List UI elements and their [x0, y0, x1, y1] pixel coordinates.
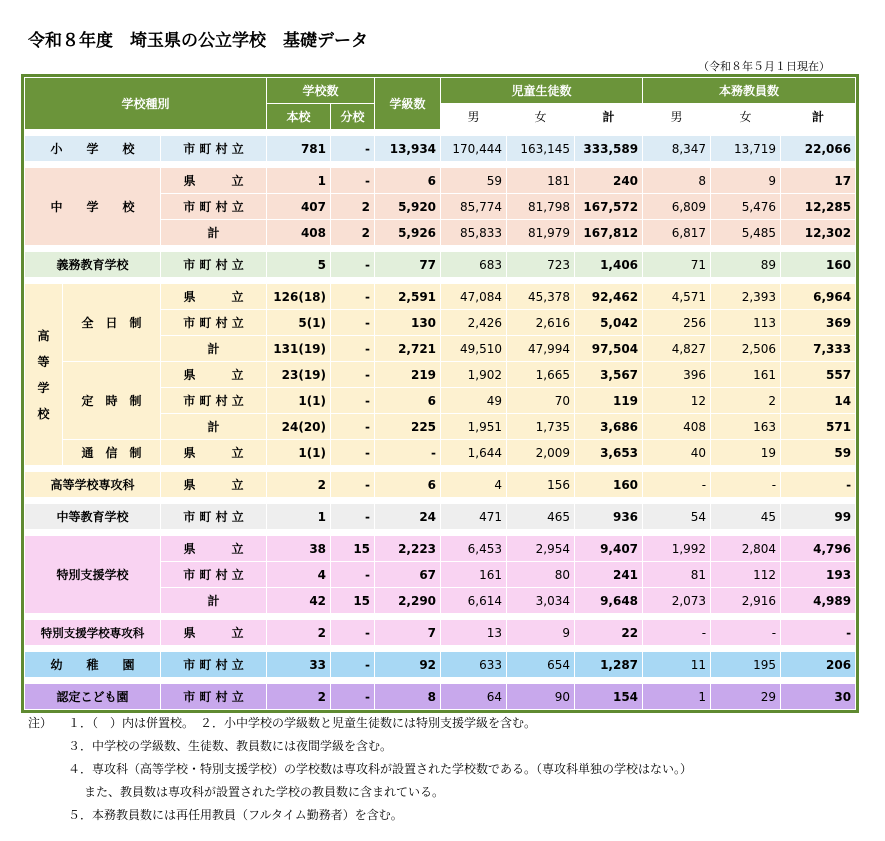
- cell-students-female: 2,616: [507, 310, 575, 336]
- label-special-support: 特別支援学校: [25, 536, 161, 614]
- cell-branch-schools: -: [331, 652, 375, 678]
- label-total: 計: [161, 220, 267, 246]
- label-municipal: 市 町 村 立: [161, 194, 267, 220]
- cell-teachers-male: 11: [643, 652, 711, 678]
- header-school-type: 学校種別: [25, 78, 267, 130]
- cell-students-male: 2,426: [441, 310, 507, 336]
- cell-students-female: 163,145: [507, 136, 575, 162]
- cell-students-total: 119: [575, 388, 643, 414]
- cell-students-female: 3,034: [507, 588, 575, 614]
- cell-branch-schools: -: [331, 388, 375, 414]
- cell-classes: 92: [375, 652, 441, 678]
- cell-students-male: 1,902: [441, 362, 507, 388]
- cell-students-total: 154: [575, 684, 643, 710]
- table-row: [25, 284, 856, 310]
- cell-teachers-female: 195: [711, 652, 781, 678]
- cell-teachers-total: 6,964: [781, 284, 856, 310]
- cell-teachers-female: 163: [711, 414, 781, 440]
- cell-main-schools: 1: [267, 168, 331, 194]
- cell-teachers-total: 7,333: [781, 336, 856, 362]
- cell-teachers-female: -: [711, 620, 781, 646]
- cell-students-female: 156: [507, 472, 575, 498]
- cell-teachers-female: 2: [711, 388, 781, 414]
- cell-students-male: 6,614: [441, 588, 507, 614]
- cell-main-schools: 2: [267, 472, 331, 498]
- cell-students-male: 49,510: [441, 336, 507, 362]
- note-3: ４．専攻科（高等学校・特別支援学校）の学校数は専攻科が設置された学校数である。（専攻科単独の学校はない。）: [68, 762, 693, 776]
- cell-main-schools: 1: [267, 504, 331, 530]
- cell-main-schools: 42: [267, 588, 331, 614]
- cell-teachers-total: 30: [781, 684, 856, 710]
- cell-teachers-female: 5,485: [711, 220, 781, 246]
- table-row: [25, 504, 856, 530]
- cell-classes: 130: [375, 310, 441, 336]
- cell-branch-schools: -: [331, 252, 375, 278]
- table-row: [25, 136, 856, 162]
- cell-students-male: 170,444: [441, 136, 507, 162]
- label-full-time: 全 日 制: [63, 284, 161, 362]
- label-prefectural: 県 立: [161, 284, 267, 310]
- cell-students-male: 4: [441, 472, 507, 498]
- cell-main-schools: 2: [267, 684, 331, 710]
- label-total: 計: [161, 336, 267, 362]
- table-row: [25, 684, 856, 710]
- cell-classes: 8: [375, 684, 441, 710]
- cell-teachers-female: 45: [711, 504, 781, 530]
- cell-teachers-female: 112: [711, 562, 781, 588]
- label-municipal: 市 町 村 立: [161, 388, 267, 414]
- cell-branch-schools: -: [331, 362, 375, 388]
- cell-teachers-female: 2,804: [711, 536, 781, 562]
- cell-students-female: 1,735: [507, 414, 575, 440]
- cell-teachers-male: 8,347: [643, 136, 711, 162]
- label-municipal: 市 町 村 立: [161, 652, 267, 678]
- cell-students-male: 471: [441, 504, 507, 530]
- header-main: 本校: [267, 104, 331, 130]
- cell-teachers-total: 369: [781, 310, 856, 336]
- cell-students-female: 47,994: [507, 336, 575, 362]
- cell-main-schools: 781: [267, 136, 331, 162]
- cell-teachers-female: 2,506: [711, 336, 781, 362]
- page-title: 令和８年度 埼玉県の公立学校 基礎データ: [28, 31, 368, 51]
- label-prefectural: 県 立: [161, 472, 267, 498]
- label-junior-high: 中 学 校: [25, 168, 161, 246]
- label-prefectural: 県 立: [161, 362, 267, 388]
- cell-teachers-female: 13,719: [711, 136, 781, 162]
- label-prefectural: 県 立: [161, 168, 267, 194]
- cell-teachers-male: 1,992: [643, 536, 711, 562]
- label-high-school: [25, 284, 63, 466]
- label-secondary: 中等教育学校: [25, 504, 161, 530]
- cell-teachers-female: 29: [711, 684, 781, 710]
- cell-classes: 13,934: [375, 136, 441, 162]
- label-part-time: 定 時 制: [63, 362, 161, 440]
- table-row: [25, 472, 856, 498]
- cell-classes: 2,721: [375, 336, 441, 362]
- cell-branch-schools: 15: [331, 588, 375, 614]
- label-prefectural: 県 立: [161, 620, 267, 646]
- cell-students-female: 80: [507, 562, 575, 588]
- cell-students-total: 9,648: [575, 588, 643, 614]
- table-row: [25, 440, 856, 466]
- cell-students-total: 92,462: [575, 284, 643, 310]
- label-total: 計: [161, 414, 267, 440]
- cell-students-total: 333,589: [575, 136, 643, 162]
- cell-students-male: 161: [441, 562, 507, 588]
- as-of-date: （令和８年５月１日現在）: [698, 60, 830, 73]
- label-total: 計: [161, 588, 267, 614]
- cell-students-male: 633: [441, 652, 507, 678]
- cell-teachers-total: 99: [781, 504, 856, 530]
- school-data-table: [24, 77, 856, 710]
- cell-students-total: 936: [575, 504, 643, 530]
- cell-classes: 225: [375, 414, 441, 440]
- cell-students-female: 654: [507, 652, 575, 678]
- cell-teachers-total: -: [781, 472, 856, 498]
- cell-students-female: 70: [507, 388, 575, 414]
- cell-students-male: 85,774: [441, 194, 507, 220]
- cell-teachers-male: -: [643, 620, 711, 646]
- cell-classes: 6: [375, 168, 441, 194]
- cell-classes: 2,290: [375, 588, 441, 614]
- cell-teachers-total: 571: [781, 414, 856, 440]
- cell-students-female: 1,665: [507, 362, 575, 388]
- label-certified-center: 認定こども園: [25, 684, 161, 710]
- cell-students-total: 3,653: [575, 440, 643, 466]
- cell-classes: 2,223: [375, 536, 441, 562]
- cell-students-male: 47,084: [441, 284, 507, 310]
- label-correspondence: 通 信 制: [63, 440, 161, 466]
- cell-main-schools: 38: [267, 536, 331, 562]
- cell-students-male: 59: [441, 168, 507, 194]
- header-classes: 学級数: [375, 78, 441, 130]
- cell-teachers-total: 557: [781, 362, 856, 388]
- note-2: ３．中学校の学級数、生徒数、教員数には夜間学級を含む。: [68, 739, 393, 753]
- header-schools: 学校数: [267, 78, 375, 104]
- header-students-total: 計: [575, 104, 643, 130]
- cell-branch-schools: -: [331, 136, 375, 162]
- label-special-support-advanced: 特別支援学校専攻科: [25, 620, 161, 646]
- cell-classes: 67: [375, 562, 441, 588]
- cell-teachers-male: 6,809: [643, 194, 711, 220]
- cell-classes: 6: [375, 472, 441, 498]
- cell-classes: 7: [375, 620, 441, 646]
- cell-main-schools: 33: [267, 652, 331, 678]
- header-teachers-total: 計: [781, 104, 856, 130]
- header-students: 児童生徒数: [441, 78, 643, 104]
- cell-teachers-total: 193: [781, 562, 856, 588]
- label-municipal: 市 町 村 立: [161, 562, 267, 588]
- cell-teachers-total: 4,989: [781, 588, 856, 614]
- cell-teachers-male: 54: [643, 504, 711, 530]
- cell-classes: -: [375, 440, 441, 466]
- cell-students-total: 240: [575, 168, 643, 194]
- cell-students-total: 5,042: [575, 310, 643, 336]
- cell-teachers-total: 4,796: [781, 536, 856, 562]
- table-row: [25, 536, 856, 562]
- cell-teachers-total: 12,302: [781, 220, 856, 246]
- cell-teachers-female: 113: [711, 310, 781, 336]
- label-kindergarten: 幼 稚 園: [25, 652, 161, 678]
- cell-students-female: 9: [507, 620, 575, 646]
- cell-branch-schools: -: [331, 284, 375, 310]
- cell-teachers-female: 2,393: [711, 284, 781, 310]
- label-elementary: 小 学 校: [25, 136, 161, 162]
- cell-teachers-male: 2,073: [643, 588, 711, 614]
- cell-students-female: 45,378: [507, 284, 575, 310]
- cell-students-male: 6,453: [441, 536, 507, 562]
- cell-classes: 6: [375, 388, 441, 414]
- cell-teachers-female: 161: [711, 362, 781, 388]
- cell-teachers-total: 12,285: [781, 194, 856, 220]
- label-municipal: 市 町 村 立: [161, 136, 267, 162]
- label-municipal: 市 町 村 立: [161, 310, 267, 336]
- cell-classes: 5,920: [375, 194, 441, 220]
- cell-teachers-male: 81: [643, 562, 711, 588]
- cell-teachers-male: 6,817: [643, 220, 711, 246]
- cell-main-schools: 407: [267, 194, 331, 220]
- cell-teachers-male: 71: [643, 252, 711, 278]
- cell-students-total: 3,686: [575, 414, 643, 440]
- table-row: [25, 652, 856, 678]
- cell-main-schools: 4: [267, 562, 331, 588]
- cell-teachers-male: 396: [643, 362, 711, 388]
- header-teachers: 本務教員数: [643, 78, 856, 104]
- table-row: [25, 620, 856, 646]
- cell-teachers-total: 206: [781, 652, 856, 678]
- cell-teachers-total: -: [781, 620, 856, 646]
- cell-classes: 24: [375, 504, 441, 530]
- note-1: １．（ ）内は併置校。 ２．小中学校の学級数と児童生徒数には特別支援学級を含む。: [68, 716, 537, 730]
- cell-branch-schools: -: [331, 440, 375, 466]
- cell-students-male: 49: [441, 388, 507, 414]
- cell-students-total: 241: [575, 562, 643, 588]
- cell-branch-schools: -: [331, 310, 375, 336]
- cell-teachers-total: 14: [781, 388, 856, 414]
- note-4: また、教員数は専攻科が設置された学校の教員数に含まれている。: [84, 785, 445, 799]
- cell-classes: 77: [375, 252, 441, 278]
- cell-branch-schools: -: [331, 336, 375, 362]
- cell-students-male: 13: [441, 620, 507, 646]
- cell-main-schools: 1(1): [267, 388, 331, 414]
- cell-main-schools: 24(20): [267, 414, 331, 440]
- cell-students-female: 2,954: [507, 536, 575, 562]
- cell-teachers-female: -: [711, 472, 781, 498]
- cell-students-female: 181: [507, 168, 575, 194]
- cell-teachers-male: 12: [643, 388, 711, 414]
- header-branch: 分校: [331, 104, 375, 130]
- header-teachers-male: 男: [643, 104, 711, 130]
- note-5: ５．本務教員数には再任用教員（フルタイム勤務者）を含む。: [68, 808, 403, 822]
- cell-branch-schools: -: [331, 620, 375, 646]
- cell-main-schools: 408: [267, 220, 331, 246]
- cell-branch-schools: -: [331, 504, 375, 530]
- cell-branch-schools: -: [331, 562, 375, 588]
- cell-students-male: 1,644: [441, 440, 507, 466]
- cell-teachers-male: 408: [643, 414, 711, 440]
- cell-teachers-male: -: [643, 472, 711, 498]
- label-prefectural: 県 立: [161, 440, 267, 466]
- cell-students-total: 3,567: [575, 362, 643, 388]
- cell-students-total: 160: [575, 472, 643, 498]
- cell-teachers-female: 19: [711, 440, 781, 466]
- cell-teachers-male: 8: [643, 168, 711, 194]
- header-students-male: 男: [441, 104, 507, 130]
- cell-students-total: 1,287: [575, 652, 643, 678]
- cell-students-male: 64: [441, 684, 507, 710]
- label-municipal: 市 町 村 立: [161, 252, 267, 278]
- cell-students-total: 9,407: [575, 536, 643, 562]
- cell-teachers-total: 22,066: [781, 136, 856, 162]
- header-students-female: 女: [507, 104, 575, 130]
- cell-students-total: 167,572: [575, 194, 643, 220]
- cell-classes: 2,591: [375, 284, 441, 310]
- cell-branch-schools: -: [331, 472, 375, 498]
- cell-main-schools: 126(18): [267, 284, 331, 310]
- label-municipal: 市 町 村 立: [161, 684, 267, 710]
- cell-teachers-female: 89: [711, 252, 781, 278]
- cell-teachers-male: 1: [643, 684, 711, 710]
- cell-teachers-total: 17: [781, 168, 856, 194]
- cell-branch-schools: -: [331, 684, 375, 710]
- cell-teachers-male: 4,571: [643, 284, 711, 310]
- cell-students-male: 85,833: [441, 220, 507, 246]
- cell-classes: 5,926: [375, 220, 441, 246]
- label-high-school-advanced: 高等学校専攻科: [25, 472, 161, 498]
- cell-main-schools: 131(19): [267, 336, 331, 362]
- label-municipal: 市 町 村 立: [161, 504, 267, 530]
- cell-branch-schools: 2: [331, 194, 375, 220]
- table-row: [25, 252, 856, 278]
- notes-heading: 注）: [28, 716, 53, 730]
- cell-teachers-female: 9: [711, 168, 781, 194]
- cell-students-female: 723: [507, 252, 575, 278]
- cell-students-male: 1,951: [441, 414, 507, 440]
- label-compulsory: 義務教育学校: [25, 252, 161, 278]
- cell-students-total: 167,812: [575, 220, 643, 246]
- cell-branch-schools: -: [331, 168, 375, 194]
- table-row: [25, 168, 856, 194]
- cell-students-female: 465: [507, 504, 575, 530]
- cell-branch-schools: -: [331, 414, 375, 440]
- cell-students-total: 97,504: [575, 336, 643, 362]
- cell-main-schools: 2: [267, 620, 331, 646]
- cell-main-schools: 23(19): [267, 362, 331, 388]
- cell-students-female: 90: [507, 684, 575, 710]
- cell-branch-schools: 15: [331, 536, 375, 562]
- table-row: [25, 362, 856, 388]
- cell-teachers-total: 59: [781, 440, 856, 466]
- cell-teachers-total: 160: [781, 252, 856, 278]
- cell-classes: 219: [375, 362, 441, 388]
- cell-teachers-female: 5,476: [711, 194, 781, 220]
- cell-main-schools: 5: [267, 252, 331, 278]
- cell-students-female: 81,798: [507, 194, 575, 220]
- cell-teachers-male: 40: [643, 440, 711, 466]
- cell-students-male: 683: [441, 252, 507, 278]
- header-teachers-female: 女: [711, 104, 781, 130]
- cell-teachers-male: 4,827: [643, 336, 711, 362]
- cell-main-schools: 1(1): [267, 440, 331, 466]
- cell-main-schools: 5(1): [267, 310, 331, 336]
- cell-students-total: 22: [575, 620, 643, 646]
- cell-teachers-male: 256: [643, 310, 711, 336]
- cell-students-female: 2,009: [507, 440, 575, 466]
- cell-teachers-female: 2,916: [711, 588, 781, 614]
- cell-branch-schools: 2: [331, 220, 375, 246]
- label-prefectural: 県 立: [161, 536, 267, 562]
- cell-students-total: 1,406: [575, 252, 643, 278]
- label-high-school-text: 高 等 学 校: [37, 328, 50, 421]
- cell-students-female: 81,979: [507, 220, 575, 246]
